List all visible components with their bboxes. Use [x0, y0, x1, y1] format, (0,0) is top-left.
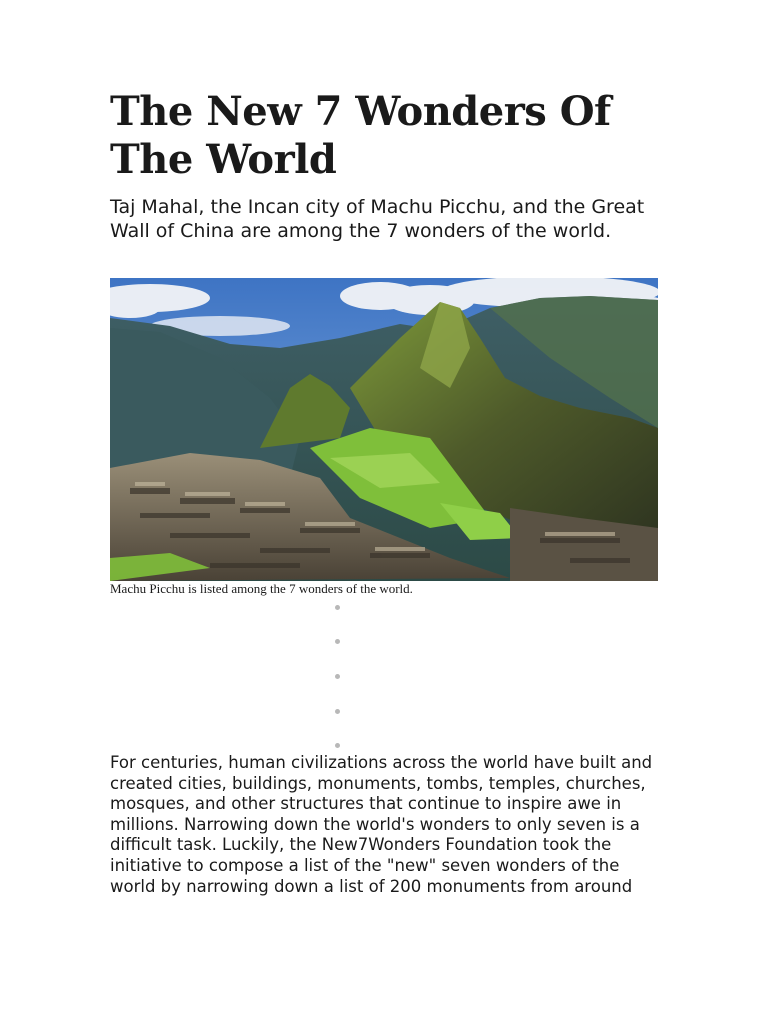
bullet-dot	[335, 605, 340, 610]
article-title: The New 7 Wonders Of The World	[110, 88, 611, 183]
bullet-dot	[335, 743, 340, 748]
machu-picchu-image	[110, 278, 658, 581]
article-subtitle: Taj Mahal, the Incan city of Machu Picchu, and the Great Wall of China are among the 7 wonders of the world.	[110, 196, 645, 242]
bullet-dot	[335, 709, 340, 714]
bullet-dot	[335, 674, 340, 679]
image-caption: Machu Picchu is listed among the 7 wonders of the world.	[110, 581, 413, 596]
bullet-dot	[335, 639, 340, 644]
article-body: For centuries, human civilizations across the world have built and created cities, buildings, monuments, tombs, temples, churches, mosques, and other structures that continue to inspire awe in millions. Narrowing down the world's wonders to only seven is a difficult task. Luckily, the New7Wonders Foundation took the initiative to compose a list of the "new" seven wonders of the world by narrowing down a list of 200 monuments from around	[110, 753, 653, 896]
